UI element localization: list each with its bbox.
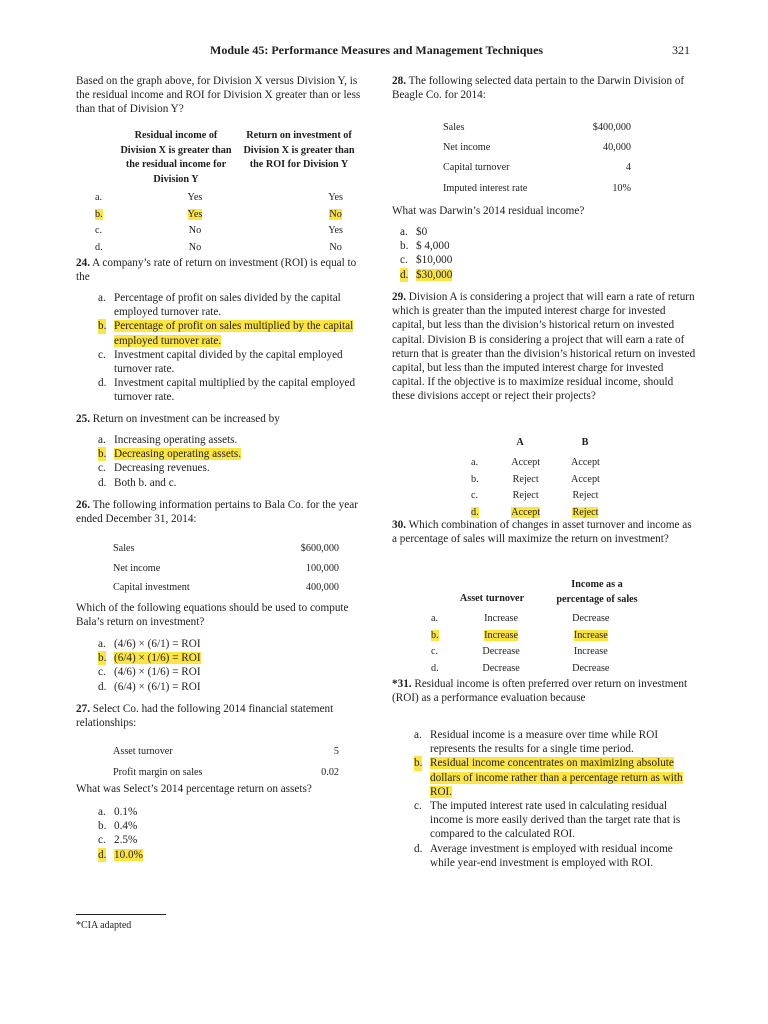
data-row: Net income 40,000: [443, 142, 631, 154]
q28-number: 28.: [392, 75, 406, 87]
q28-option-c[interactable]: c. $10,000: [400, 254, 453, 267]
q31-option-a[interactable]: a. Residual income is a measure over time while ROI represents the results for a single time period.: [414, 729, 659, 756]
q24-option-d[interactable]: d. Investment capital multiplied by the capital employed turnover rate.: [98, 377, 356, 404]
data-row: Asset turnover 5: [113, 746, 339, 757]
q30-row-d[interactable]: d. Decrease Decrease: [431, 662, 610, 674]
q24-option-a[interactable]: a. Percentage of profit on sales divided by the capital employed turnover rate.: [98, 292, 341, 319]
page-number: 321: [672, 43, 690, 57]
q29-stem: [392, 290, 698, 404]
q29-row-c[interactable]: c. Reject Reject: [471, 490, 599, 501]
q26-number: 26.: [76, 499, 90, 511]
q28-option-a[interactable]: a. $0: [400, 226, 428, 238]
q23-row-a-col-b: Yes: [328, 192, 344, 203]
q23-row-a[interactable]: [94, 190, 364, 207]
q28-question: What was Darwin’s 2014 residual income?: [392, 205, 585, 217]
q23-stem: Based on the graph above, for Division X versus Division Y, is the residual income and ROI for Division X greater than or less than that of Division Y?: [76, 75, 361, 116]
q30-answer-table: [430, 611, 650, 677]
q23-row-c-col-a: No: [188, 225, 202, 236]
q26-stem-text: The following information pertains to Bala Co. for the year ended December 31, 2014:: [76, 499, 358, 526]
q26-option-b[interactable]: b. (6/4) × (1/6) = ROI: [98, 652, 201, 665]
q28-data-table: [442, 118, 632, 199]
page-header-title: Module 45: Performance Measures and Management Techniques: [210, 43, 544, 57]
footnote-rule: [76, 914, 166, 915]
q28-stem: [392, 74, 698, 102]
q23-col-b-header: Return on investment of Division X is greater than the ROI for Division Y: [243, 130, 355, 170]
q23-row-d-col-a: No: [188, 241, 202, 253]
q24-options: [98, 291, 376, 405]
q24-option-c[interactable]: c. Investment capital divided by the capital employed turnover rate.: [98, 348, 343, 376]
q25-stem-text: Return on investment can be increased by: [92, 413, 280, 425]
data-row: Sales $400,000: [443, 122, 631, 133]
q23-row-a-col-a: Yes: [187, 192, 203, 203]
q26-data-table: [112, 539, 340, 598]
q29-col-a-header: A: [516, 437, 524, 448]
q31-option-c[interactable]: c. The imputed interest rate used in calculating residual income is more easily derived than the target rate that is compared to the calculated ROI.: [414, 800, 681, 841]
q27-option-c[interactable]: c. 2.5%: [98, 834, 138, 847]
data-row: Profit margin on sales 0.02: [113, 767, 339, 778]
q23-row-letter: b.: [95, 208, 103, 220]
q26-question: Which of the following equations should be used to compute Bala’s return on investment?: [76, 602, 349, 629]
q30-stem: [392, 518, 698, 546]
q27-option-a[interactable]: a. 0.1%: [98, 806, 138, 818]
q28-options: [400, 225, 680, 282]
q28-option-d[interactable]: d. $30,000: [400, 268, 453, 281]
q24-stem-text: A company’s rate of return on investment (ROI) is equal to the: [76, 257, 357, 284]
data-row: Capital turnover 4: [443, 162, 631, 174]
q26-option-c[interactable]: c. (4/6) × (1/6) = ROI: [98, 666, 201, 679]
q24-option-b[interactable]: b. Percentage of profit on sales multiplied by the capital employed turnover rate.: [98, 320, 354, 347]
q27-data-table: [112, 741, 340, 783]
q23-row-d-col-b: No: [329, 241, 342, 253]
q29-stem-text: Division A is considering a project that will earn a rate of return which is greater than the imputed interest charge for invested capital, but less than the division’s historical return on invested capital. Division B is considering a project that will earn a rate of return that is greater than the division’s historical return on invested capital, but less than the imputed interest charge for invested capital. If the objective is to maximize residual income, should these divisions accept or reject their projects?: [392, 291, 696, 403]
q23-row-letter: d.: [95, 241, 103, 253]
data-row: Capital investment 400,000: [113, 582, 339, 594]
q25-option-b[interactable]: b. Decreasing operating assets.: [98, 448, 242, 461]
q23-row-letter: a.: [95, 192, 103, 203]
q23-row-c[interactable]: [94, 223, 364, 240]
q30-row-b[interactable]: b. Increase Increase: [431, 629, 608, 641]
q31-stem: [392, 677, 698, 705]
q27-stem: [76, 702, 372, 730]
q23-row-letter: c.: [95, 225, 103, 236]
data-row: Imputed interest rate 10%: [443, 182, 631, 194]
q26-option-d[interactable]: d. (6/4) × (6/1) = ROI: [98, 680, 201, 693]
q25-option-d[interactable]: d. Both b. and c.: [98, 476, 177, 489]
q24-stem: [76, 256, 372, 284]
q31-option-d[interactable]: d. Average investment is employed with residual income while year-end investment is employed with ROI.: [414, 842, 673, 869]
q27-option-b[interactable]: b. 0.4%: [98, 820, 138, 833]
q31-option-b[interactable]: b. Residual income concentrates on maximizing absolute dollars of income rather than a percentage return as with ROI.: [414, 757, 683, 798]
q30-col-b-header: Income as a percentage of sales: [556, 579, 638, 605]
footnote: *CIA adapted: [76, 920, 132, 931]
q29-row-d[interactable]: d. Accept Reject: [471, 506, 599, 518]
q25-option-c[interactable]: c. Decreasing revenues.: [98, 462, 210, 475]
q30-col-a-header: Asset turnover: [459, 593, 525, 604]
q23-row-b-col-a: Yes: [187, 208, 203, 220]
q30-stem-text: Which combination of changes in asset turnover and income as a percentage of sales will maximize the return on investment?: [392, 519, 692, 546]
q28-option-b[interactable]: b. $ 4,000: [400, 240, 450, 253]
q27-option-d[interactable]: d. 10.0%: [98, 848, 143, 861]
q24-number: 24.: [76, 257, 90, 269]
q23-row-d[interactable]: [94, 240, 364, 257]
q25-options: [98, 433, 376, 490]
q26-stem: [76, 498, 372, 526]
data-row: Net income 100,000: [113, 562, 339, 574]
q29-row-a[interactable]: a. Accept Accept: [471, 457, 600, 468]
q25-number: 25.: [76, 413, 90, 425]
data-row: Sales $600,000: [113, 543, 339, 554]
q27-number: 27.: [76, 703, 90, 715]
q30-row-a[interactable]: a. Increase Decrease: [431, 613, 610, 624]
q27-question: What was Select’s 2014 percentage return on assets?: [76, 783, 312, 795]
q25-stem: [76, 412, 372, 426]
q30-row-c[interactable]: c. Decrease Increase: [431, 646, 608, 657]
q27-options: [98, 805, 376, 862]
q25-option-a[interactable]: a. Increasing operating assets.: [98, 434, 238, 446]
q23-col-a-header: Residual income of Division X is greater than the residual income for Division Y: [120, 130, 232, 185]
q26-option-a[interactable]: a. (4/6) × (6/1) = ROI: [98, 638, 201, 650]
q29-number: 29.: [392, 291, 406, 303]
q29-answer-table: [470, 455, 620, 521]
q23-row-b-col-b: No: [329, 208, 342, 220]
q27-stem-text: Select Co. had the following 2014 financial statement relationships:: [76, 703, 334, 730]
q29-row-b[interactable]: b. Reject Accept: [471, 473, 600, 485]
q23-row-b[interactable]: [94, 207, 364, 224]
q30-number: 30.: [392, 519, 406, 531]
q23-answer-table: [94, 190, 364, 256]
q31-stem-text: Residual income is often preferred over return on investment (ROI) as a performance evaluation because: [392, 678, 688, 705]
q29-col-b-header: B: [581, 437, 589, 448]
q31-options: [414, 728, 698, 870]
q23-row-c-col-b: Yes: [328, 225, 344, 236]
q31-number: *31.: [392, 678, 412, 690]
q28-stem-text: The following selected data pertain to the Darwin Division of Beagle Co. for 2014:: [392, 75, 685, 102]
q26-options: [98, 637, 376, 694]
